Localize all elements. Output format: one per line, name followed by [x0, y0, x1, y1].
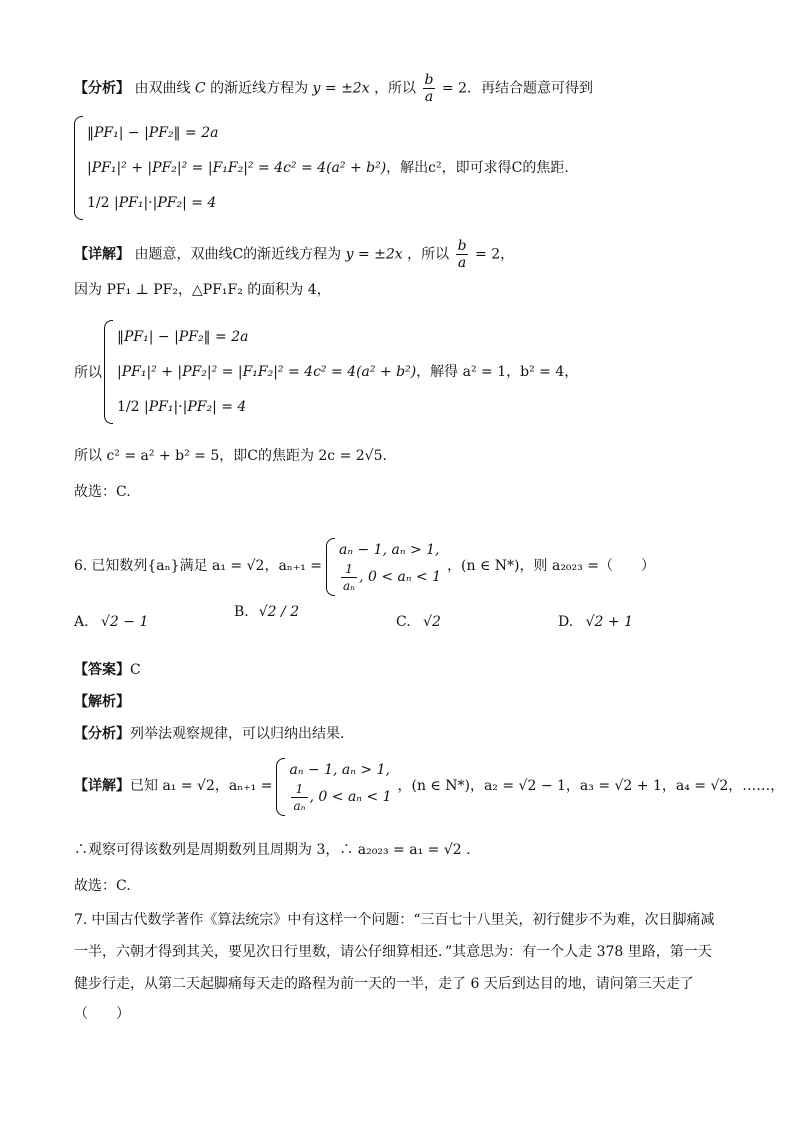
- cases: [289, 759, 391, 814]
- brace: [276, 758, 285, 816]
- numerator: b: [457, 238, 467, 254]
- text: 的渐近线方程为: [210, 80, 309, 97]
- analysis-line-1: [74, 72, 593, 105]
- text: = 2，: [475, 246, 515, 263]
- answer-label: 【答案】: [74, 662, 130, 678]
- case-1: aₙ − 1, aₙ > 1,: [289, 761, 390, 778]
- numerator: b: [424, 72, 434, 88]
- q7-line-4: （ ）: [74, 1006, 130, 1022]
- piecewise: [276, 758, 391, 814]
- question-number: 6.: [74, 558, 88, 574]
- q6-choice: 故选：C.: [74, 878, 131, 894]
- text: 中国古代数学著作《算法统宗》中有这样一个问题：“三百七十八里关，初行健步不为难，次日脚痛减: [91, 912, 715, 928]
- fraction-1-over-an: [291, 781, 307, 814]
- detail-line-2: 因为 PF₁ ⊥ PF₂，△PF₁F₂ 的面积为 4，: [74, 282, 331, 298]
- q6-analysis: [74, 724, 344, 744]
- system-row-3: [87, 191, 569, 215]
- question-6-stem: [74, 538, 655, 594]
- detail-label: 【详解】: [74, 246, 130, 263]
- option-d[interactable]: [558, 614, 633, 630]
- text: 已知数列{aₙ}满足 a₁ = √2，aₙ₊₁ =: [91, 558, 323, 574]
- half: 1/2: [117, 398, 140, 415]
- after-system-text: ，解出c²，即可求得C的焦距.: [386, 159, 569, 176]
- q7-line-1: [74, 910, 715, 930]
- question-number: 7.: [74, 912, 88, 928]
- case-2: [339, 561, 441, 594]
- system-row-1: ‖PF₁| − |PF₂‖ = 2a: [117, 329, 249, 346]
- detail-label: 【详解】: [74, 778, 130, 794]
- denominator: a: [424, 89, 434, 105]
- system-rows: [117, 320, 578, 424]
- case-2-cond: , 0 < aₙ < 1: [359, 569, 442, 585]
- after-system-text: ，解得 a² = 1，b² = 4，: [416, 363, 579, 380]
- fraction-b-over-a: [423, 72, 436, 105]
- analysis-label: 【分析】: [74, 80, 130, 97]
- cases: [339, 539, 441, 594]
- text: ，所以: [374, 80, 417, 97]
- choice-line: 故选：C.: [74, 484, 131, 500]
- equation-system-1: [74, 116, 569, 220]
- half: 1/2: [87, 194, 110, 211]
- system-rows: [87, 116, 569, 220]
- equation-system-2: [74, 320, 578, 424]
- q7-line-3: 健步行走，从第二天起脚痛每天走的路程为前一天的一半，走了 6 天后到达目的地，请问第三天走了: [74, 976, 694, 992]
- case-2: [289, 781, 391, 814]
- q7-line-2: 一半，六朝才得到其关，要见次日行里数，请公仔细算相还．”其意思为：有一个人走 378 里路，第一天: [74, 944, 712, 960]
- denominator: aₙ: [293, 798, 306, 813]
- option-value: √2: [423, 614, 441, 630]
- denominator: a: [457, 255, 467, 271]
- detail-line-4: 所以 c² = a² + b² = 5，即C的焦距为 2c = 2√5.: [74, 448, 387, 464]
- option-value: √2 + 1: [585, 614, 634, 630]
- option-label: A.: [74, 614, 89, 630]
- q6-detail: [74, 758, 784, 814]
- option-label: C.: [396, 614, 411, 630]
- fraction-b-over-a: [456, 238, 469, 271]
- denominator: aₙ: [343, 578, 356, 593]
- detail-line-1: [74, 238, 514, 271]
- case-2-cond: , 0 < aₙ < 1: [309, 789, 392, 805]
- option-c[interactable]: [396, 614, 441, 630]
- text: 由题意，双曲线C的渐近线方程为: [134, 246, 342, 263]
- eq: |PF₁|·|PF₂| = 4: [113, 194, 217, 211]
- analysis-label: 【分析】: [74, 726, 130, 742]
- piecewise: [326, 538, 441, 594]
- numerator: 1: [295, 781, 304, 796]
- option-b[interactable]: [234, 604, 299, 620]
- q6-conclusion: ∴观察可得该数列是周期数列且周期为 3，∴ a₂₀₂₃ = a₁ = √2 .: [74, 842, 471, 858]
- case-1: aₙ − 1, aₙ > 1,: [339, 541, 440, 558]
- system-row-2: [87, 156, 569, 180]
- option-value: √2 / 2: [258, 604, 300, 620]
- brace: [326, 538, 335, 596]
- so-text: 所以: [74, 365, 102, 381]
- eq: |PF₁|·|PF₂| = 4: [143, 398, 247, 415]
- numerator: 1: [345, 561, 353, 576]
- system-row-3: [117, 395, 578, 419]
- text: 由双曲线: [134, 80, 191, 97]
- analysis-text: 列举法观察规律，可以归纳出结果.: [130, 726, 345, 742]
- math-C: C: [194, 80, 206, 97]
- system-row-2: [117, 360, 578, 384]
- option-label: B.: [234, 604, 249, 620]
- math-asymptote: y = ±2x: [312, 80, 370, 97]
- text: 已知 a₁ = √2，aₙ₊₁ =: [130, 778, 273, 794]
- option-a[interactable]: [74, 614, 148, 630]
- math-asymptote: y = ±2x: [345, 246, 403, 263]
- option-label: D.: [558, 614, 574, 630]
- text: ，所以: [407, 246, 450, 263]
- answer-value: C: [130, 662, 141, 678]
- option-value: √2 − 1: [101, 614, 149, 630]
- explanation-label: 【解析】: [74, 694, 130, 710]
- system-row-1: ‖PF₁| − |PF₂‖ = 2a: [87, 125, 219, 142]
- eq: |PF₁|² + |PF₂|² = |F₁F₂|² = 4c² = 4(a² + b²): [117, 363, 417, 380]
- text: ，(n ∈ N*)，则 a₂₀₂₃ =（ ）: [447, 558, 655, 574]
- text: ，(n ∈ N*)，a₂ = √2 − 1，a₃ = √2 + 1，a₄ = √2，……，: [397, 778, 785, 794]
- fraction-1-over-an: [341, 561, 357, 594]
- brace: [104, 320, 113, 424]
- text: = 2．再结合题意可得到: [441, 80, 594, 97]
- answer-line: [74, 660, 141, 680]
- eq: |PF₁|² + |PF₂|² = |F₁F₂|² = 4c² = 4(a² + b²): [87, 159, 387, 176]
- brace: [74, 116, 83, 220]
